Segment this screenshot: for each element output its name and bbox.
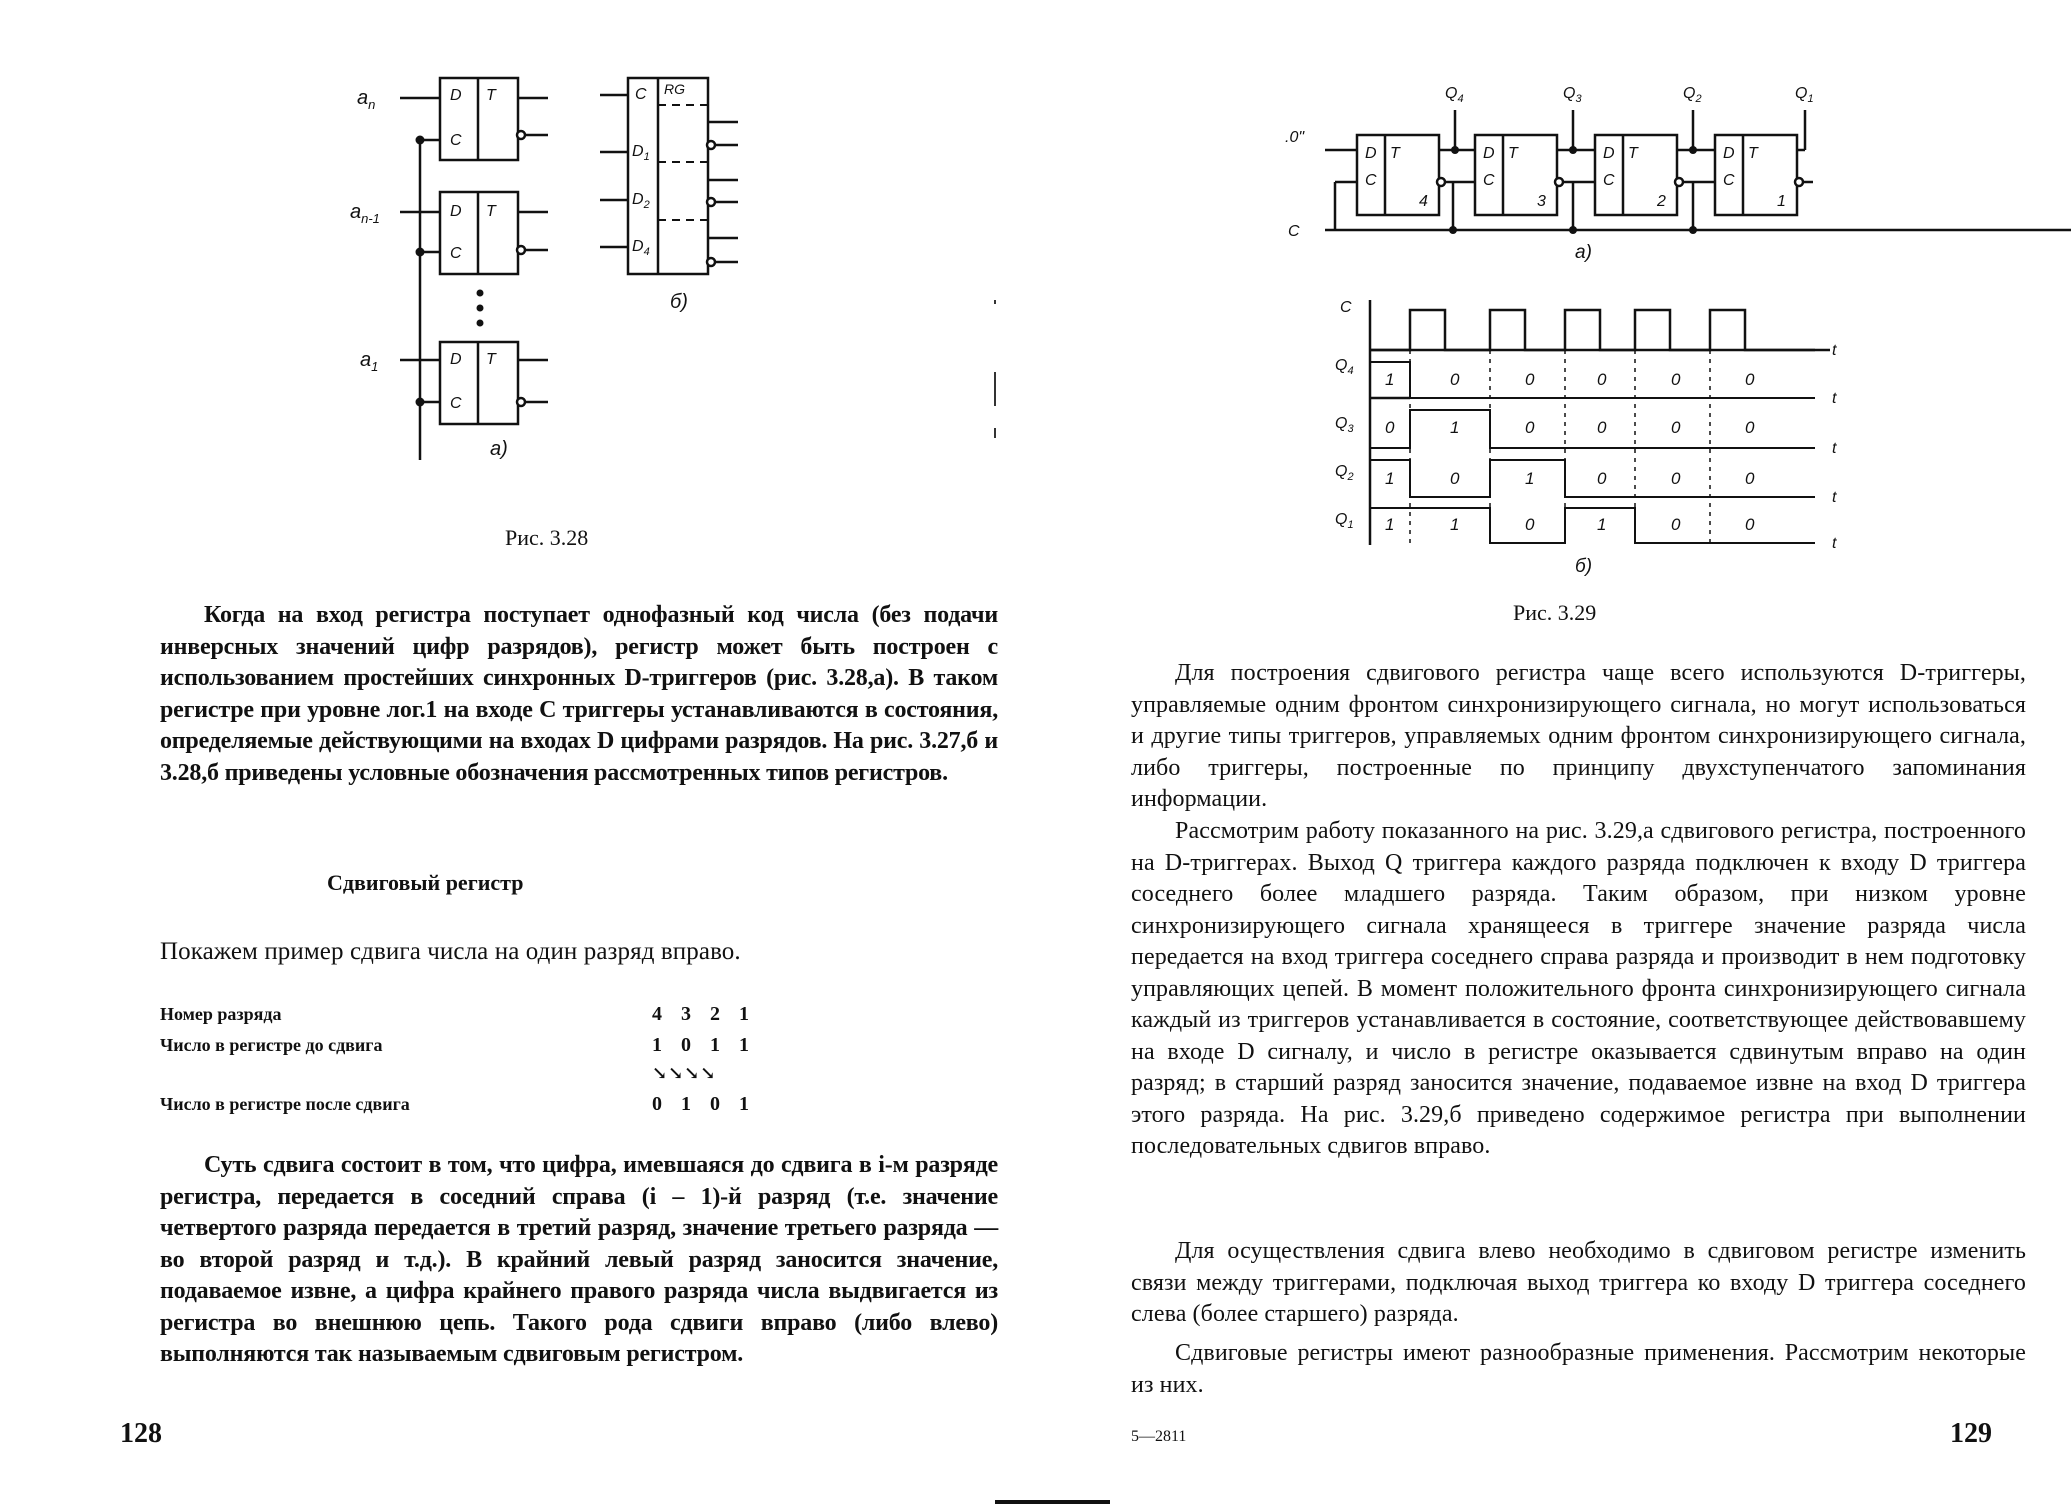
svg-text:Q2: $Q_2$ [1335, 463, 1354, 483]
timing-cell-value: 0 [1745, 515, 1755, 534]
timing-cell-value: 1 [1385, 469, 1395, 488]
timing-cell-value: 0 [1450, 469, 1460, 488]
input-a1-label: $a_1$ [360, 349, 379, 374]
timing-cell-value: 1 [1450, 515, 1460, 534]
left-page [0, 0, 1035, 1507]
svg-text:D2: $D_2$ [632, 191, 650, 211]
table-row-value: 0 1 0 1 [652, 1093, 756, 1115]
svg-text:C: C [1483, 172, 1495, 189]
timing-cell-value: 0 [1671, 418, 1681, 437]
timing-cell-value: 0 [1745, 370, 1755, 389]
svg-text:Q4: $Q_4$ [1445, 85, 1464, 105]
svg-text:T: T [1748, 145, 1758, 162]
left-paragraph-1: Когда на вход регистра поступает однофазный код числа (без подачи инверсных значений цифр разрядов), регистр может быть построен с использованием простейших синхронных D-триггеров (рис. 3.28,а). В таком регистре при уровне лог.1 на входе С триггеры устанавливаются в состояния, определяемые действующими на входах D цифрами разрядов. На рис. 3.27,б и 3.28,б приведены условные обозначения рассмотренных типов регистров. [160, 602, 998, 786]
svg-text:D: D [1723, 145, 1735, 162]
svg-text:Q2: $Q_2$ [1683, 85, 1702, 105]
table-row-label: Число в регистре до сдвига [160, 1035, 383, 1055]
svg-text:T: T [486, 351, 496, 368]
svg-text:T: T [486, 87, 496, 104]
timing-cell-value: 0 [1385, 418, 1395, 437]
input-an-label: $a_n$ [357, 87, 376, 112]
svg-text:C: C [450, 395, 462, 412]
svg-text:T: T [1628, 145, 1638, 162]
right-page [1035, 0, 2071, 1507]
timing-cell-value: 0 [1597, 418, 1607, 437]
svg-text:D: D [1483, 145, 1495, 162]
svg-text:C: C [1365, 172, 1377, 189]
svg-text:T: T [1508, 145, 1518, 162]
timing-cell-value: 0 [1671, 469, 1681, 488]
svg-text:C: C [450, 245, 462, 262]
timing-cell-value: 0 [1525, 418, 1535, 437]
timing-cell-value: 1 [1385, 515, 1395, 534]
svg-text:t: t [1832, 440, 1837, 457]
timing-cell-value: 0 [1525, 515, 1535, 534]
svg-text:RG: RG [664, 81, 685, 97]
svg-text:D: D [1365, 145, 1377, 162]
svg-text:T: T [1390, 145, 1400, 162]
bottom-rule [995, 1500, 1110, 1504]
figure-3-29-sublabel-b: б) [1575, 556, 1593, 577]
svg-text:C: C [450, 132, 462, 149]
timing-cell-value: 1 [1385, 370, 1395, 389]
svg-text:Q3: $Q_3$ [1335, 415, 1354, 435]
svg-text:t: t [1832, 390, 1837, 407]
svg-text:C: C [1603, 172, 1615, 189]
timing-cell-value: 1 [1597, 515, 1607, 534]
timing-cell-value: 0 [1450, 370, 1460, 389]
svg-text:D: D [450, 203, 462, 220]
svg-text:t: t [1832, 535, 1837, 552]
figure-3-29-sublabel-a: а) [1575, 242, 1592, 263]
section-heading: Сдвиговый регистр [327, 870, 524, 895]
svg-text:D1: $D_1$ [632, 143, 650, 163]
timing-cell-value: 1 [1525, 469, 1535, 488]
figure-3-28-caption: Рис. 3.28 [505, 525, 589, 550]
timing-cell-value: 1 [1450, 418, 1460, 437]
figure-3-29-diagram [1035, 0, 2071, 580]
svg-text:2: 2 [1657, 193, 1666, 210]
right-paragraph-3: Для осуществления сдвига влево необходимо в сдвиговом регистре изменить связи между триггерами, подключая выход триггера ко входу D триггера соседнего слева (более старшего) разряда. [1131, 1238, 2026, 1327]
table-row-label: Номер разряда [160, 1004, 282, 1024]
timing-cell-value: 0 [1671, 515, 1681, 534]
svg-text:D: D [450, 351, 462, 368]
input-an1-label: $a_{n-1}$ [350, 201, 380, 226]
svg-text:Q3: $Q_3$ [1563, 85, 1582, 105]
timing-cell-value: 0 [1597, 370, 1607, 389]
svg-text:C: C [1340, 299, 1352, 316]
table-row-value: 1 0 1 1 [652, 1034, 756, 1056]
table-row-value: 4 3 2 1 [652, 1003, 756, 1025]
left-paragraph-2: Суть сдвига состоит в том, что цифра, имевшаяся до сдвига в i-м разряде регистра, передается в соседний справа (i – 1)-й разряд (т.е. значение четвертого разряда передается в третий разряд, значение третьего разряда — во второй разряд и т.д.). В крайний левый разряд заносится значение, подаваемое извне, а цифра крайнего правого разряда числа выдвигается из регистра во внешнюю цепь. Такого рода сдвиги вправо (либо влево) выполняются так называемым сдвиговым регистром. [160, 1152, 998, 1367]
svg-text:D: D [1603, 145, 1615, 162]
page-number-right: 129 [1950, 1418, 1992, 1449]
timing-cell-value: 0 [1745, 469, 1755, 488]
svg-text:4: 4 [1419, 193, 1428, 210]
figure-3-29-caption: Рис. 3.29 [1513, 600, 1597, 625]
right-paragraph-2: Рассмотрим работу показанного на рис. 3.29,а сдвигового регистра, построенного на D-триггерах. Выход Q триггера каждого разряда подключен к входу D триггера соседнего более младшего разряда. Таким образом, при низком уровне синхронизирующего сигнала хранящееся в триггере значение разряда числа передается на вход триггера соседнего справа разряда и производит в нем подготовку управляющих цепей. В момент положительного фронта синхронизирующего сигнала каждый из триггеров устанавливается в состояние, соответствующее действовавшему на входе D сигналу, и число в регистре оказывается сдвинутым вправо на один разряд; в старший разряд заносится значение, подаваемое извне на вход D триггера этого разряда. На рис. 3.29,б приведено содержимое регистра при выполнении последовательных сдвигов вправо. [1131, 818, 2026, 1159]
timing-cell-value: 0 [1671, 370, 1681, 389]
svg-text:t: t [1832, 489, 1837, 506]
svg-text:3: 3 [1537, 193, 1546, 210]
svg-text:Q1: $Q_1$ [1335, 511, 1354, 531]
timing-cell-value: 0 [1525, 370, 1535, 389]
figure-3-28-diagram [0, 0, 1035, 520]
signature-mark: 5—2811 [1131, 1428, 1187, 1445]
svg-text:Q1: $Q_1$ [1795, 85, 1814, 105]
svg-text:D: D [450, 87, 462, 104]
page-number-left: 128 [120, 1418, 162, 1449]
svg-text:1: 1 [1777, 193, 1786, 210]
clock-label: C [1288, 223, 1300, 240]
timing-cell-value: 0 [1597, 469, 1607, 488]
svg-text:C: C [635, 86, 647, 103]
timing-cell-value: 0 [1745, 418, 1755, 437]
right-paragraph-1: Для построения сдвигового регистра чаще всего используются D-триггеры, управляемые одним фронтом синхронизирующего сигнала, но могут использоваться и другие типы триггеров, управляемых одним фронтом синхронизирующего сигнала, либо триггеры, построенные по принципу двухступенчатого запоминания информации. [1131, 660, 2026, 812]
figure-3-28-sublabel-a: а) [490, 438, 508, 460]
right-paragraph-4: Сдвиговые регистры имеют разнообразные применения. Рассмотрим некоторые из них. [1131, 1340, 2026, 1398]
intro-line: Покажем пример сдвига числа на один разряд вправо. [160, 938, 741, 965]
svg-text:t: t [1832, 342, 1837, 359]
svg-text:T: T [486, 203, 496, 220]
table-row-label: Число в регистре после сдвига [160, 1094, 410, 1114]
shift-arrows: ↘↘↘↘ [652, 1063, 717, 1083]
figure-3-28-sublabel-b: б) [670, 291, 688, 313]
svg-text:Q4: $Q_4$ [1335, 357, 1354, 377]
svg-text:C: C [1723, 172, 1735, 189]
svg-text:D4: $D_4$ [632, 238, 650, 258]
zero-input-label: .0" [1285, 129, 1305, 146]
